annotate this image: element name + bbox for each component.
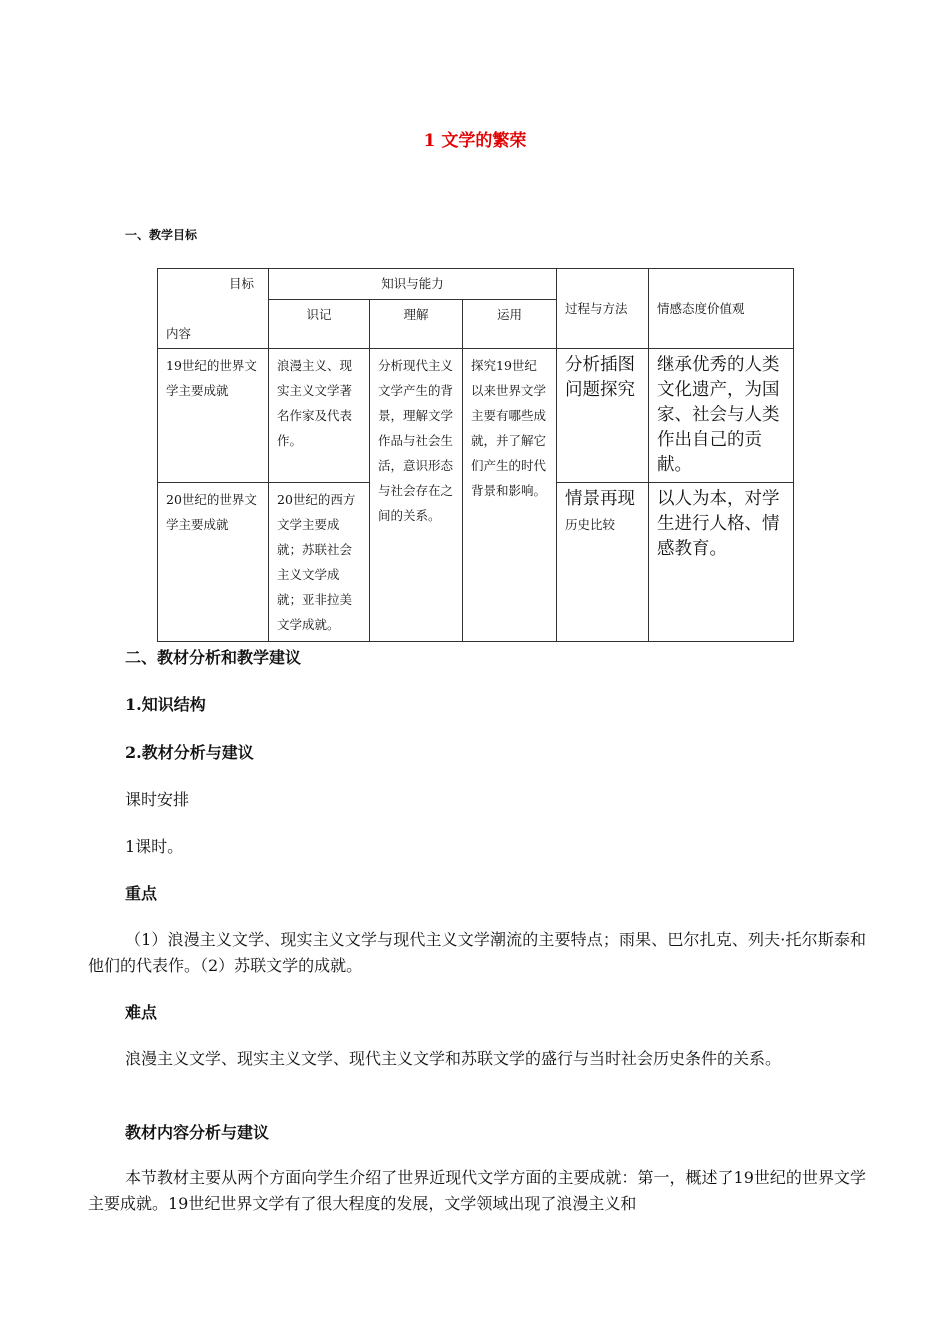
lesson-value: 1课时。 [125,837,184,856]
header-memorize: 识记 [269,300,370,349]
header-apply: 运用 [463,300,557,349]
row1-process [557,349,649,483]
teaching-goals-table [157,268,794,642]
section-heading-goals: 一、教学目标 [125,228,198,242]
row1-apply: 探究19世纪以来世界文学主要有哪些成就，并了解它们产生的时代背景和影响。 [463,349,557,642]
row2-content: 20世纪的世界文学主要成就 [158,483,269,642]
difficult-points-text: 浪漫主义文学、现实主义文学、现代主义文学和苏联文学的盛行与当时社会历史条件的关系。 [125,1049,782,1068]
corner-label-content: 内容 [166,326,192,341]
row1-memorize: 浪漫主义、现实主义文学著名作家及代表作。 [269,349,370,483]
header-emotion-values: 情感态度价值观 [649,269,794,349]
subheading-knowledge-structure: 1.知识结构 [125,695,206,714]
row1-emotion: 继承优秀的人类文化遗产，为国家、社会与人类作出自己的贡献。 [649,349,794,483]
analysis-label: 教材内容分析与建议 [125,1123,270,1142]
row2-process-a: 情景再现 [565,489,636,509]
row1-process-a: 分析插图 [565,355,636,375]
row2-memorize: 20世纪的西方文学主要成就；苏联社会主义文学成就；亚非拉美文学成就。 [269,483,370,642]
row1-process-b: 问题探究 [565,380,636,400]
row2-process [557,483,649,642]
row1-content: 19世纪的世界文学主要成就 [158,349,269,483]
difficult-points-label: 难点 [125,1003,158,1022]
section-heading-analysis: 二、教材分析和教学建议 [125,648,302,667]
analysis-text: 本节教材主要从两个方面向学生介绍了世界近现代文学方面的主要成就：第一，概述了19世纪的世界文学主要成就。19世纪世界文学有了很大程度的发展，文学领域出现了浪漫主义和 [88,1168,866,1213]
row2-emotion: 以人为本，对学生进行人格、情感教育。 [649,483,794,642]
page-title: 1 文学的繁荣 [423,131,527,151]
header-knowledge-ability: 知识与能力 [269,269,557,300]
subheading-material-analysis: 2.教材分析与建议 [125,743,254,762]
table-corner-cell [158,269,269,349]
header-understand: 理解 [370,300,463,349]
header-process-method: 过程与方法 [557,269,649,349]
lesson-label: 课时安排 [125,790,190,809]
row1-understand: 分析现代主义文学产生的背景，理解文学作品与社会生活，意识形态与社会存在之间的关系。 [370,349,463,642]
key-points-label: 重点 [125,884,158,903]
row2-process-b: 历史比较 [565,517,616,532]
corner-label-goal: 目标 [228,276,254,291]
key-points-text: （1）浪漫主义文学、现实主义文学与现代主义文学潮流的主要特点；雨果、巴尔扎克、列夫·托尔斯泰和他们的代表作。（2）苏联文学的成就。 [88,930,866,975]
table-row [158,349,794,483]
